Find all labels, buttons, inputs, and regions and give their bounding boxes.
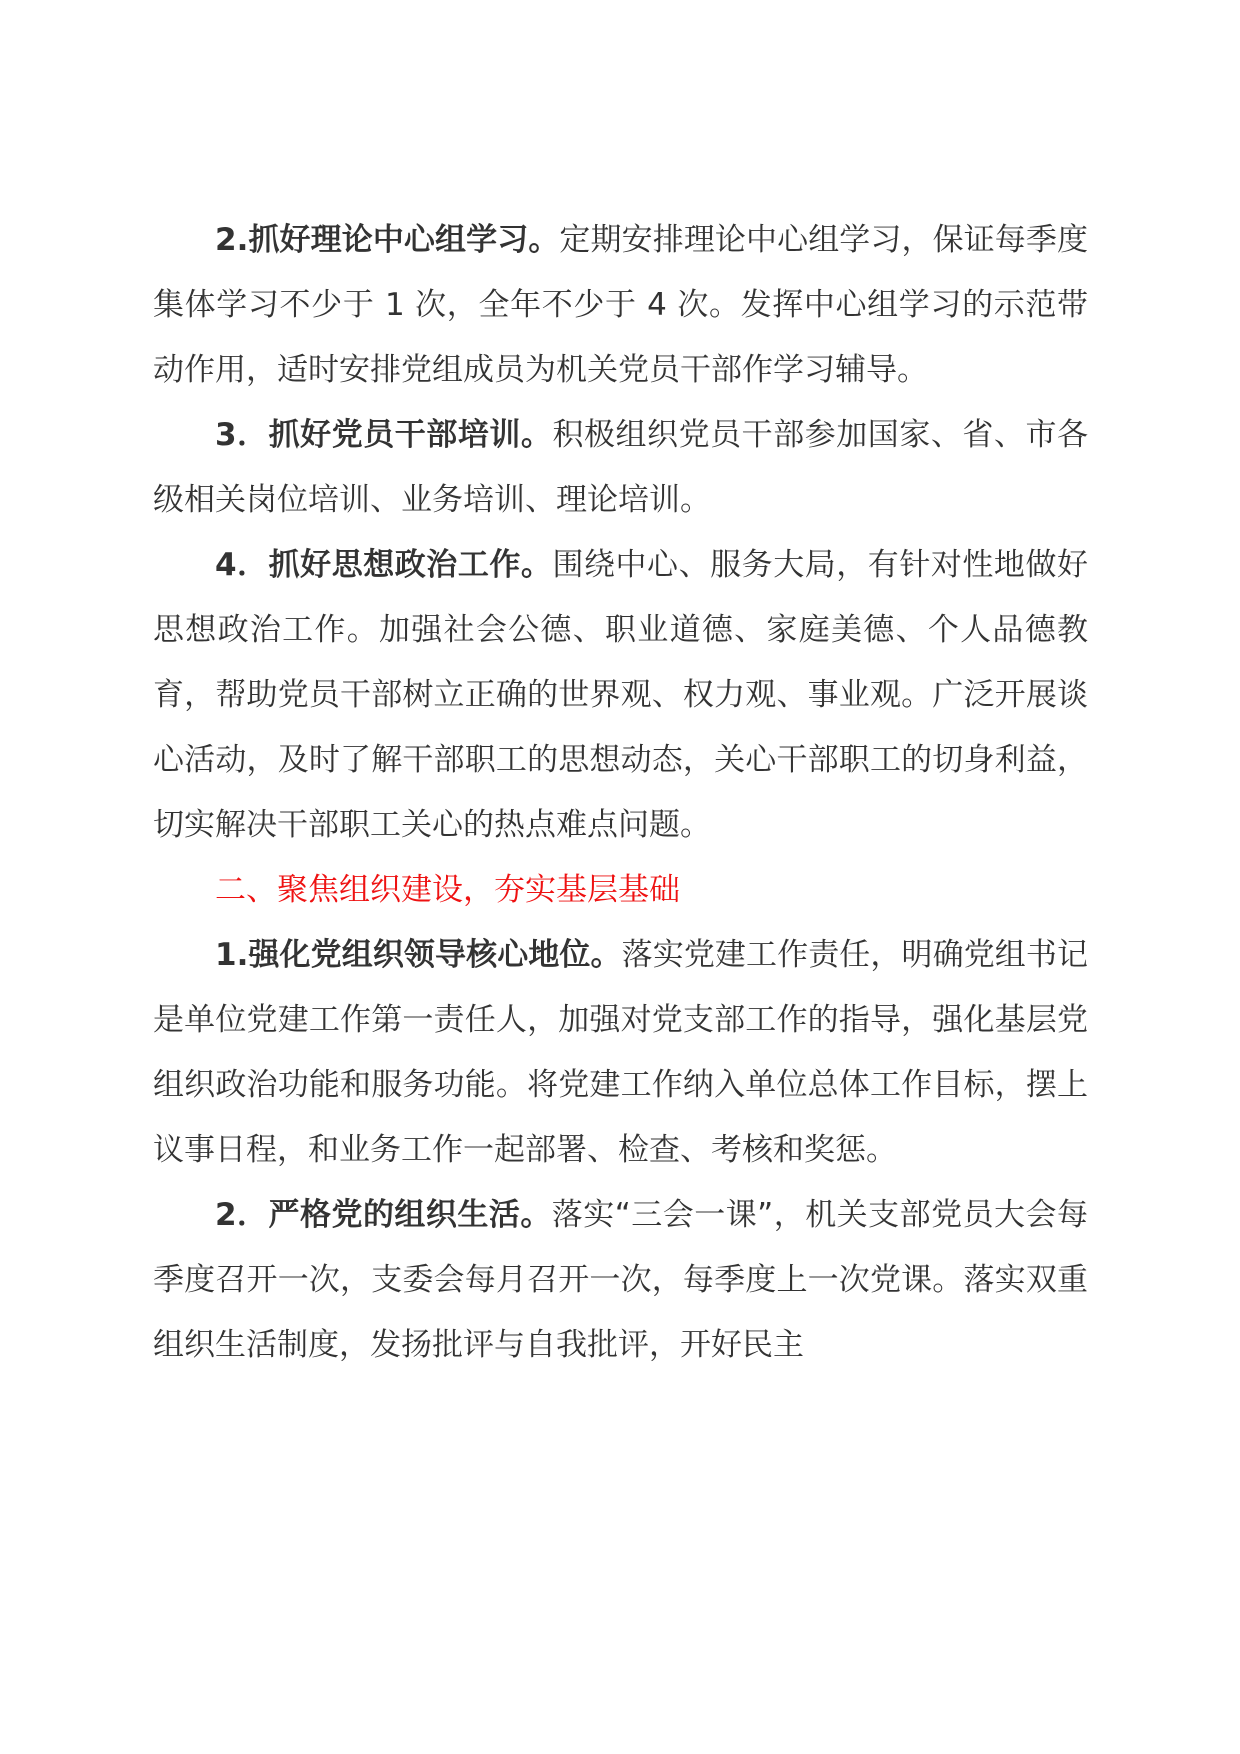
paragraph-text: 围绕中心、服务大局，有针对性地做好思想政治工作。加强社会公德、职业道德、家庭美德、个人品德教育，帮助党员干部树立正确的世界观、权力观、事业观。广泛开展谈心活动，及时了解干部职工的思想动态，关心干部职工的切身利益，切实解决干部职工关心的热点难点问题。 [153, 547, 1088, 843]
paragraph-text: 定期安排理论中心组学习，保证每季度集体学习不少于 1 次，全年不少于 4 次。发挥中心组学习的示范带动作用，适时安排党组成员为机关党员干部作学习辅导。 [153, 222, 1088, 388]
paragraph-organization-life [153, 1183, 1088, 1378]
section-heading: 二、聚焦组织建设，夯实基层基础 [215, 872, 680, 908]
paragraph-lead: 4．抓好思想政治工作。 [215, 547, 553, 583]
paragraph-lead: 2.抓好理论中心组学习。 [215, 222, 560, 258]
paragraph-lead: 2．严格党的组织生活。 [215, 1197, 552, 1233]
paragraph-lead: 3．抓好党员干部培训。 [215, 417, 553, 453]
paragraph-political-work [153, 533, 1088, 858]
paragraph-theory-study [153, 208, 1088, 403]
paragraph-text: 积极组织党员干部参加国家、省、市各级相关岗位培训、业务培训、理论培训。 [153, 417, 1088, 518]
paragraph-text: 落实党建工作责任，明确党组书记是单位党建工作第一责任人，加强对党支部工作的指导，强化基层党组织政治功能和服务功能。将党建工作纳入单位总体工作目标，摆上议事日程，和业务工作一起部署、检查、考核和奖惩。 [153, 937, 1088, 1168]
paragraph-text: 落实“三会一课”，机关支部党员大会每季度召开一次，支委会每月召开一次，每季度上一次党课。落实双重组织生活制度，发扬批评与自我批评，开好民主 [153, 1197, 1088, 1363]
paragraph-leadership-core [153, 923, 1088, 1183]
document-body [153, 208, 1088, 1378]
paragraph-lead: 1.强化党组织领导核心地位。 [215, 937, 622, 973]
paragraph-cadre-training [153, 403, 1088, 533]
